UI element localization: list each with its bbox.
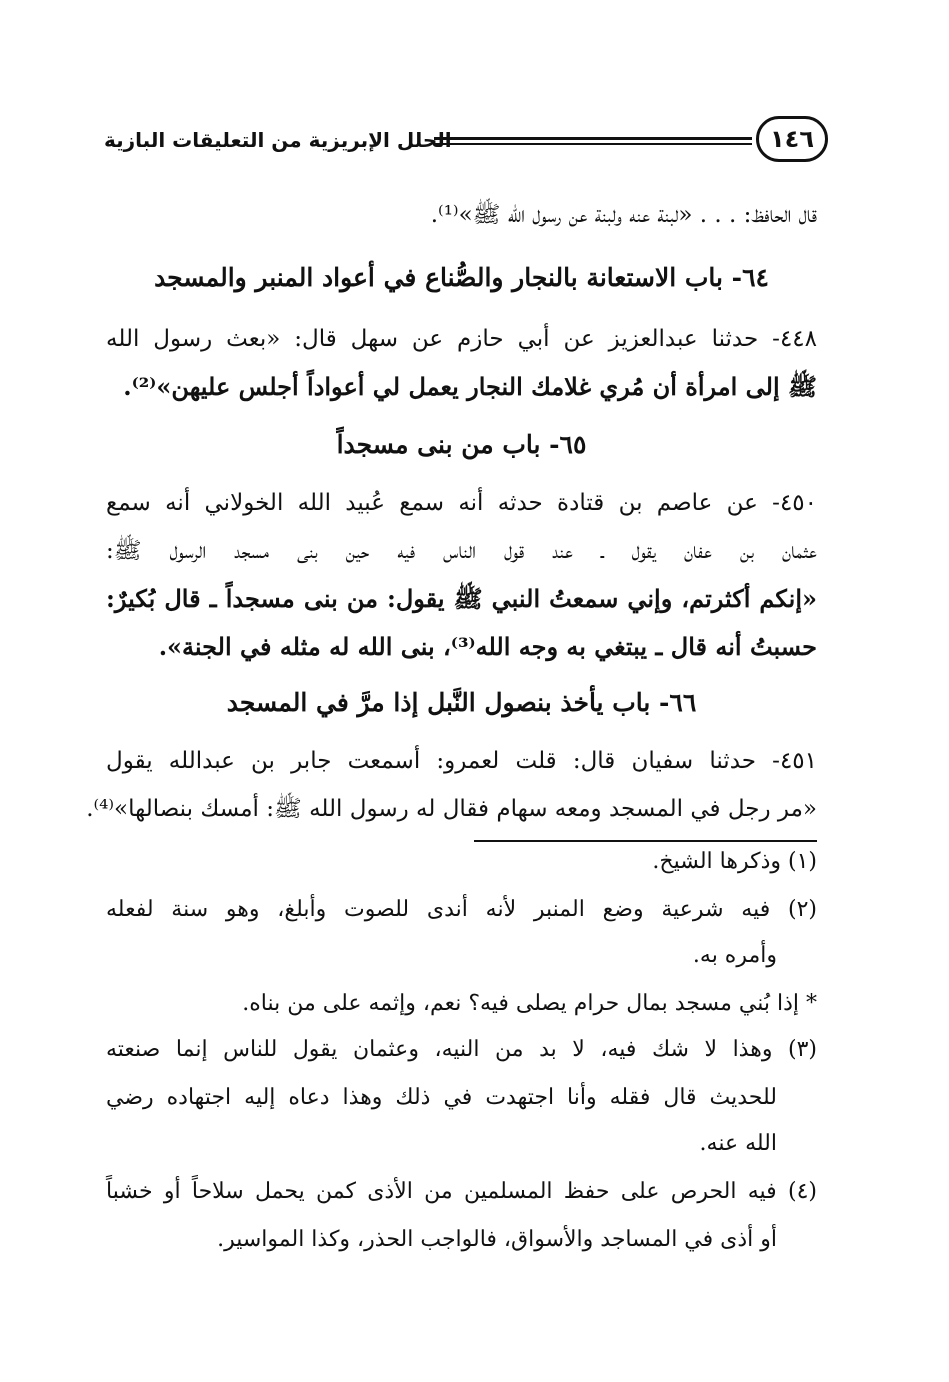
footnote-3-line: الله عنه. [699,1131,777,1156]
header-rule [434,137,752,145]
chapter-heading-66: ٦٦- باب يأخذ بنصول النَّبل إذا مرَّ في المسجد [226,688,697,717]
footnote-4-line: أو أذى في المساجد والأسواق، فالواجب الحذر، وكذا المواسير. [217,1227,777,1252]
hadith-448-line: ٤٤٨- حدثنا عبدالعزيز عن أبي حازم عن سهل قال: «بعث رسول الله [106,326,817,352]
book-title: الحلل الإبريزية من التعليقات البازية [104,128,452,152]
footnote-2-line: وأمره به. [692,943,777,968]
hadith-450-line: عثمان بن عفان يقول ـ عند قول الناس فيه حين بنى مسجد الرسول ﷺ: [106,538,817,564]
chapter-heading-64: ٦٤- باب الاستعانة بالنجار والصُّناع في أعواد المنبر والمسجد [154,263,769,292]
running-header [104,116,828,168]
footnote-3-line: (٣) وهذا لا شك فيه، لا بد من النيه، وعثمان يقول للناس إنما صنعته [106,1037,817,1062]
hadith-451-line: ٤٥١- حدثنا سفيان قال: قلت لعمرو: أسمعت جابر بن عبدالله يقول [106,748,817,774]
chapter-heading-65: ٦٥- باب من بنى مسجداً [336,430,587,459]
hadith-450-line: ٤٥٠- عن عاصم بن قتادة حدثه أنه سمع عُبيد الله الخولاني أنه سمع [106,490,817,516]
footnote-2-line: (٢) فيه شرعية وضع المنبر لأنه أندى للصوت وأبلغ، وهو سنة لفعله [106,897,817,922]
footnote-1: (١) وذكرها الشيخ. [652,849,817,874]
page-number: ١٤٦ [756,116,828,162]
hadith-451-line: «مر رجل في المسجد ومعه سهام فقال له رسول الله ﷺ: أمسك بنصالها»⁽⁴⁾. [86,796,817,822]
hadith-448-line: ﷺ إلى امرأة أن مُري غلامك النجار يعمل لي أعواداً أجلس عليهن»⁽²⁾. [123,372,817,401]
body-line: قال الحافظ: . . . «لبنة عنه ولبنة عن رسول الله ﷺ»⁽¹⁾. [430,202,817,228]
footnote-rule [474,840,817,842]
hadith-450-line: حسبتُ أنه قال ـ يبتغي به وجه الله⁽³⁾، بنى الله له مثله في الجنة». [158,632,817,661]
hadith-450-line: «إنكم أكثرتم، وإني سمعتُ النبي ﷺ يقول: من بنى مسجداً ـ قال بُكيرٌ: [106,584,817,613]
footnote-star: * إذا بُني مسجد بمال حرام يصلى فيه؟ نعم، وإثمه على من بناه. [242,991,817,1016]
footnote-3-line: للحديث قال فقله وأنا اجتهدت في ذلك وهذا دعاه إليه اجتهاده رضي [106,1085,777,1110]
footnote-4-line: (٤) فيه الحرص على حفظ المسلمين من الأذى كمن يحمل سلاحاً أو خشباً [106,1179,817,1204]
